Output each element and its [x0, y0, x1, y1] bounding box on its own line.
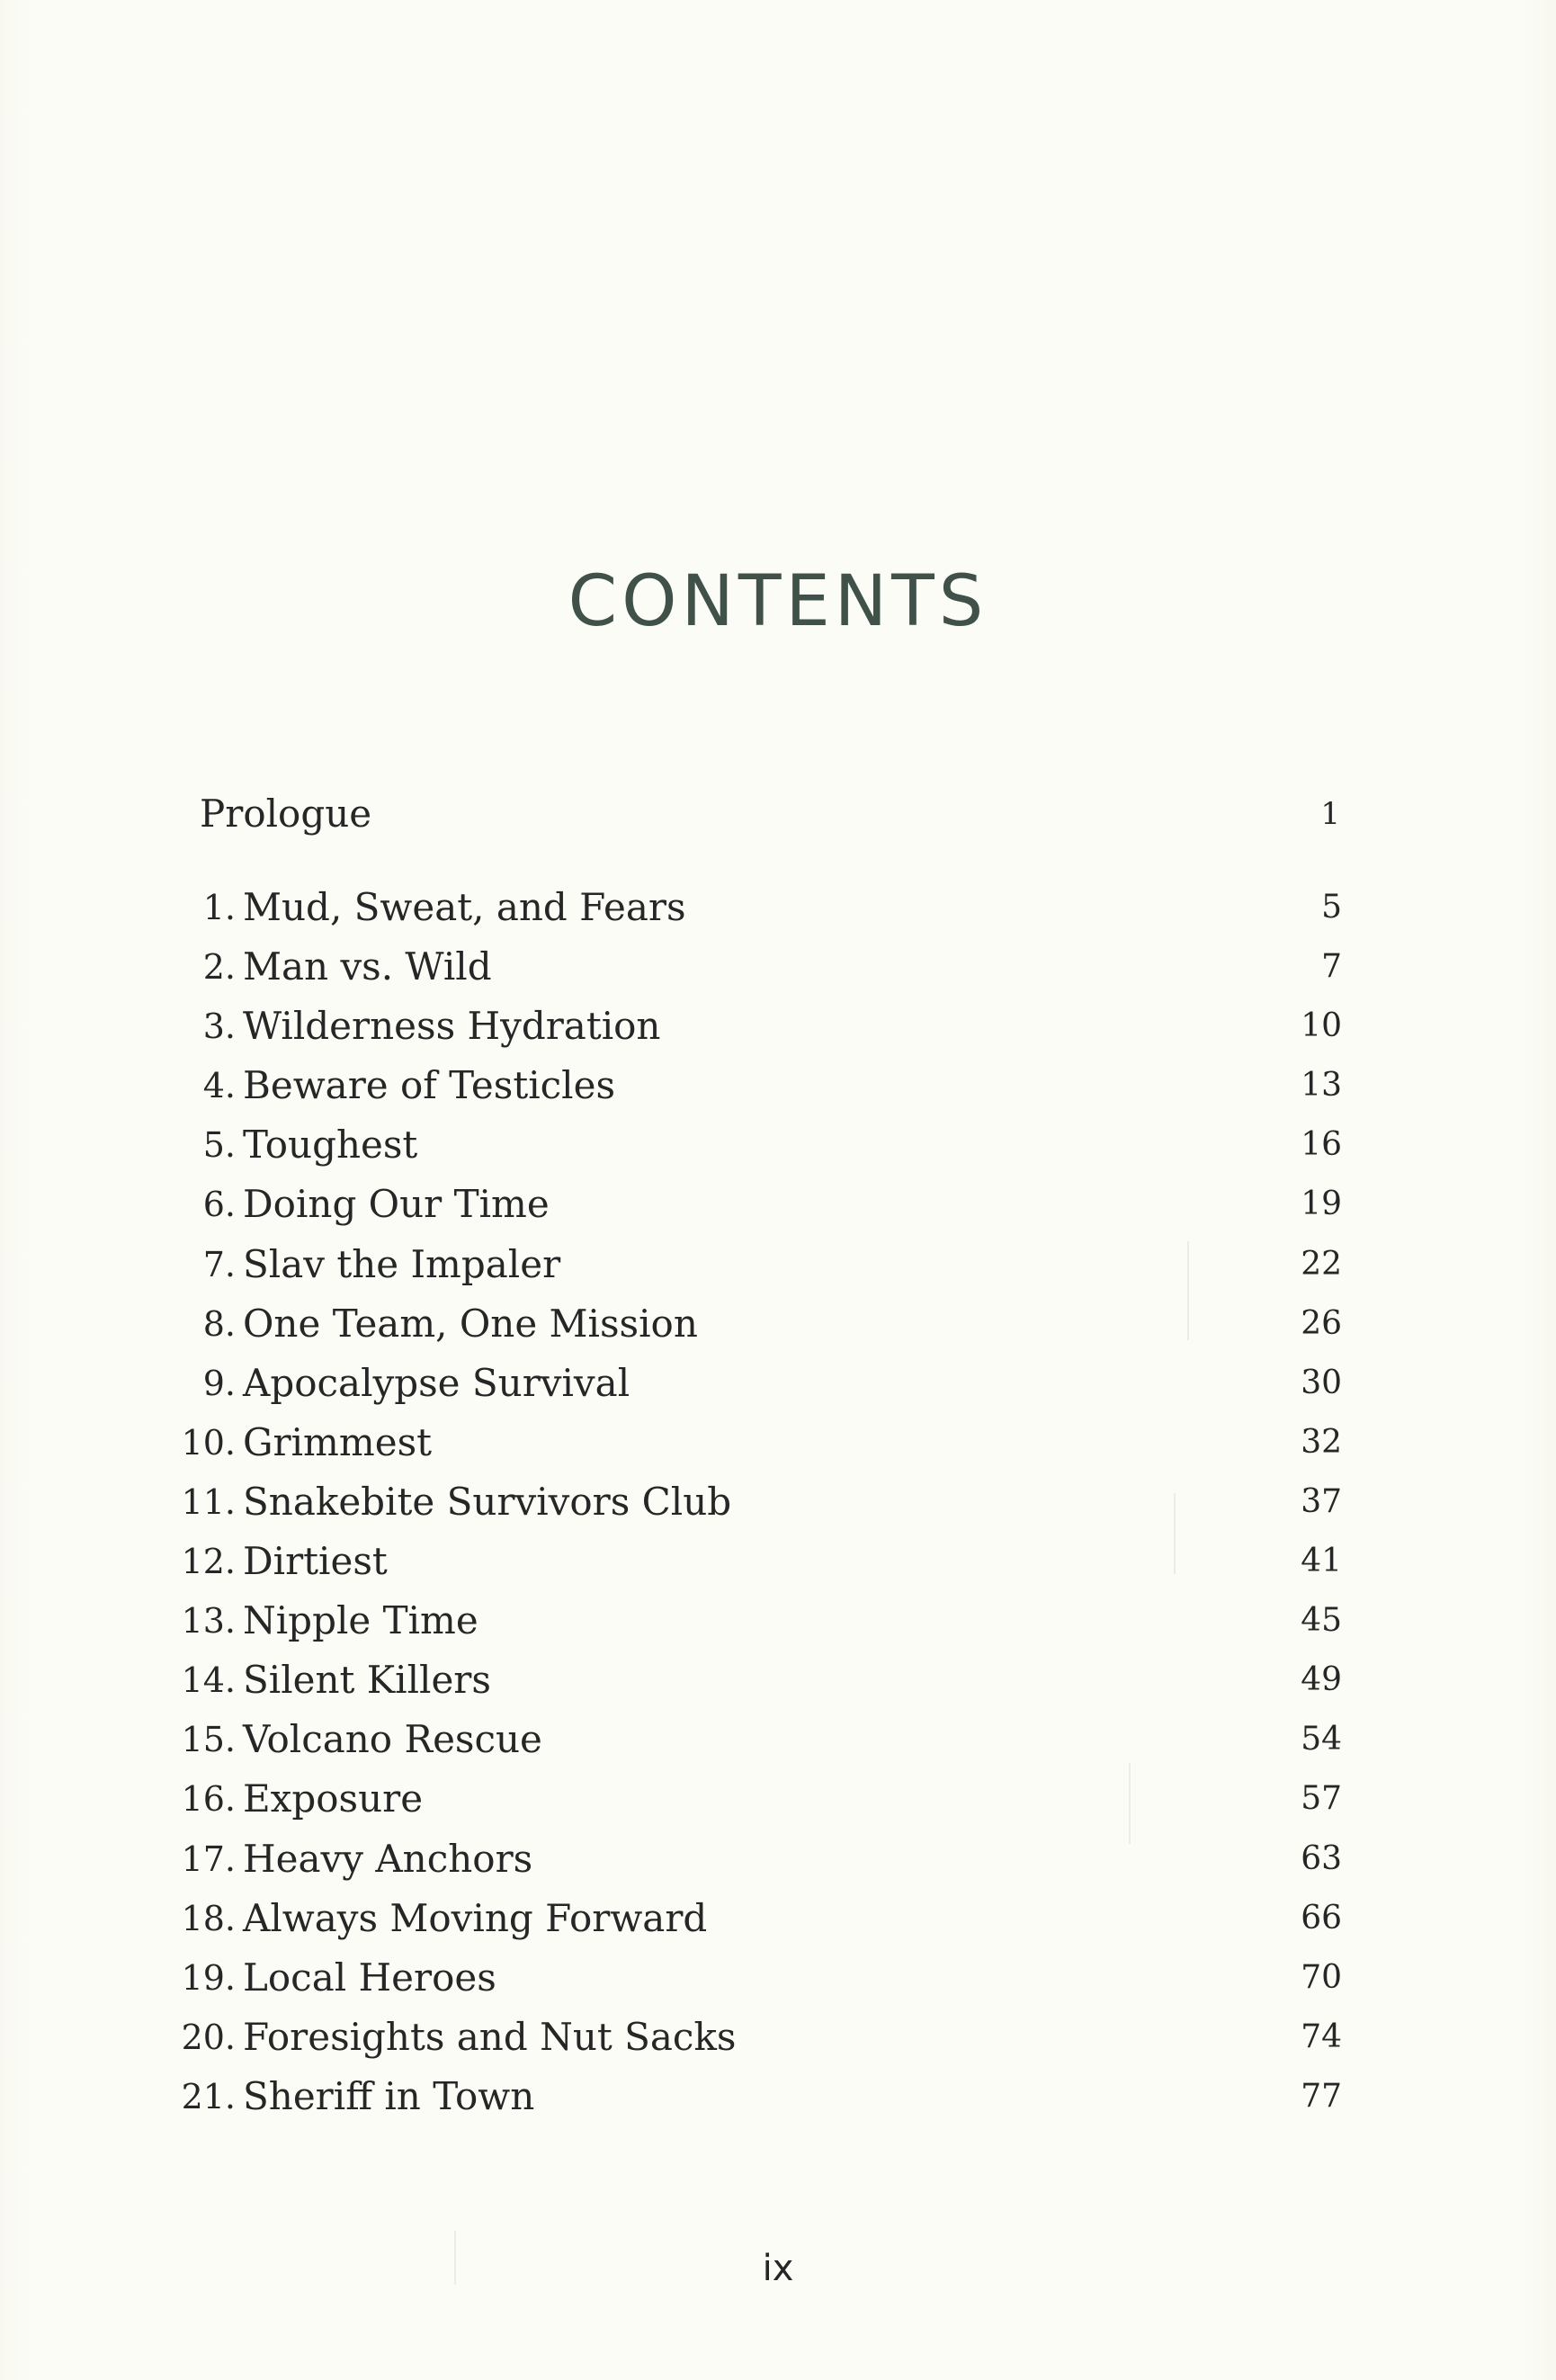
entry-page-number: 1	[1320, 796, 1340, 832]
chapter-page-number: 45	[1301, 1602, 1342, 1640]
toc-entry	[0, 1830, 1556, 1889]
chapter-number: 20.	[181, 2017, 236, 2057]
toc-entry	[0, 997, 1556, 1056]
chapter-page-number: 30	[1301, 1364, 1342, 1401]
toc-entry	[0, 1889, 1556, 1948]
chapter-page-number: 63	[1301, 1839, 1342, 1877]
toc-entry	[0, 1532, 1556, 1591]
chapter-title: Always Moving Forward	[243, 1895, 708, 1940]
chapter-page-number: 16	[1301, 1126, 1342, 1164]
chapter-title: Foresights and Nut Sacks	[243, 2014, 737, 2059]
toc-entry	[0, 2067, 1556, 2126]
chapter-title: Wilderness Hydration	[243, 1004, 661, 1049]
chapter-page-number: 74	[1301, 2018, 1342, 2055]
chapter-title: Heavy Anchors	[243, 1836, 533, 1881]
chapter-title: Silent Killers	[243, 1658, 491, 1703]
toc-entry	[0, 1413, 1556, 1472]
chapter-page-number: 37	[1301, 1482, 1342, 1520]
toc-entry	[0, 1591, 1556, 1651]
chapter-title: Sheriff in Town	[243, 2073, 535, 2118]
chapter-number: 8.	[202, 1303, 236, 1344]
chapter-page-number: 49	[1301, 1661, 1342, 1699]
page-number-folio: ix	[762, 2248, 794, 2289]
chapter-page-number: 77	[1301, 2077, 1342, 2115]
chapter-page-number: 57	[1301, 1780, 1342, 1818]
toc-entry	[0, 1472, 1556, 1532]
chapter-page-number: 54	[1301, 1721, 1342, 1758]
chapter-page-number: 22	[1301, 1245, 1342, 1283]
entry-title: Prologue	[200, 792, 372, 836]
chapter-number: 14.	[181, 1660, 236, 1701]
toc-entry	[0, 1115, 1556, 1175]
chapter-title: Beware of Testicles	[243, 1063, 616, 1108]
toc-entry-prologue	[200, 787, 1340, 841]
chapter-page-number: 70	[1301, 1958, 1342, 1996]
chapter-number: 3.	[202, 1007, 236, 1047]
chapter-title: Mud, Sweat, and Fears	[243, 885, 686, 929]
chapter-number: 15.	[181, 1720, 236, 1760]
chapter-title: Exposure	[243, 1776, 424, 1821]
chapter-page-number: 32	[1301, 1423, 1342, 1461]
chapter-page-number: 7	[1321, 948, 1342, 986]
chapter-page-number: 26	[1301, 1304, 1342, 1342]
chapter-title: Volcano Rescue	[243, 1717, 542, 1762]
chapter-title: Toughest	[243, 1123, 418, 1168]
toc-entry	[0, 1175, 1556, 1234]
chapter-title: Slav the Impaler	[243, 1241, 561, 1286]
chapter-title: Man vs. Wild	[243, 944, 492, 989]
chapter-number: 19.	[181, 1957, 236, 1998]
chapter-number: 5.	[202, 1125, 236, 1166]
chapter-title: Snakebite Survivors Club	[243, 1479, 732, 1524]
chapter-title: One Team, One Mission	[243, 1301, 698, 1346]
chapter-page-number: 10	[1301, 1007, 1342, 1045]
chapter-title: Dirtiest	[243, 1539, 388, 1584]
chapter-page-number: 66	[1301, 1899, 1342, 1937]
toc-entry	[0, 1948, 1556, 2008]
chapter-number: 10.	[181, 1422, 236, 1463]
toc-entry	[0, 1769, 1556, 1829]
chapter-number: 4.	[202, 1066, 236, 1106]
chapter-number: 11.	[181, 1481, 236, 1522]
chapter-number: 21.	[181, 2076, 236, 2116]
toc-entry	[0, 1235, 1556, 1294]
chapter-number: 2.	[202, 947, 236, 988]
chapter-list	[0, 878, 1556, 2126]
toc-entry	[0, 1354, 1556, 1413]
chapter-number: 7.	[202, 1244, 236, 1284]
chapter-title: Doing Our Time	[243, 1182, 550, 1227]
chapter-number: 13.	[181, 1601, 236, 1642]
chapter-number: 6.	[202, 1185, 236, 1225]
toc-entry	[0, 2008, 1556, 2067]
chapter-number: 9.	[202, 1363, 236, 1403]
chapter-title: Nipple Time	[243, 1598, 478, 1643]
chapter-number: 17.	[181, 1839, 236, 1879]
chapter-page-number: 19	[1301, 1186, 1342, 1223]
chapter-number: 18.	[181, 1898, 236, 1938]
chapter-number: 12.	[181, 1542, 236, 1582]
toc-entry	[0, 1294, 1556, 1354]
toc-entry	[0, 1710, 1556, 1769]
page-title: CONTENTS	[568, 561, 988, 643]
chapter-page-number: 13	[1301, 1067, 1342, 1105]
chapter-title: Apocalypse Survival	[243, 1360, 630, 1405]
chapter-title: Local Heroes	[243, 1955, 496, 2000]
chapter-page-number: 5	[1321, 889, 1342, 926]
toc-entry	[0, 1056, 1556, 1115]
chapter-title: Grimmest	[243, 1419, 432, 1464]
toc-entry	[0, 878, 1556, 937]
toc-entry	[0, 937, 1556, 997]
toc-entry	[0, 1651, 1556, 1710]
chapter-number: 1.	[202, 888, 236, 927]
chapter-number: 16.	[181, 1779, 236, 1820]
chapter-page-number: 41	[1301, 1543, 1342, 1580]
